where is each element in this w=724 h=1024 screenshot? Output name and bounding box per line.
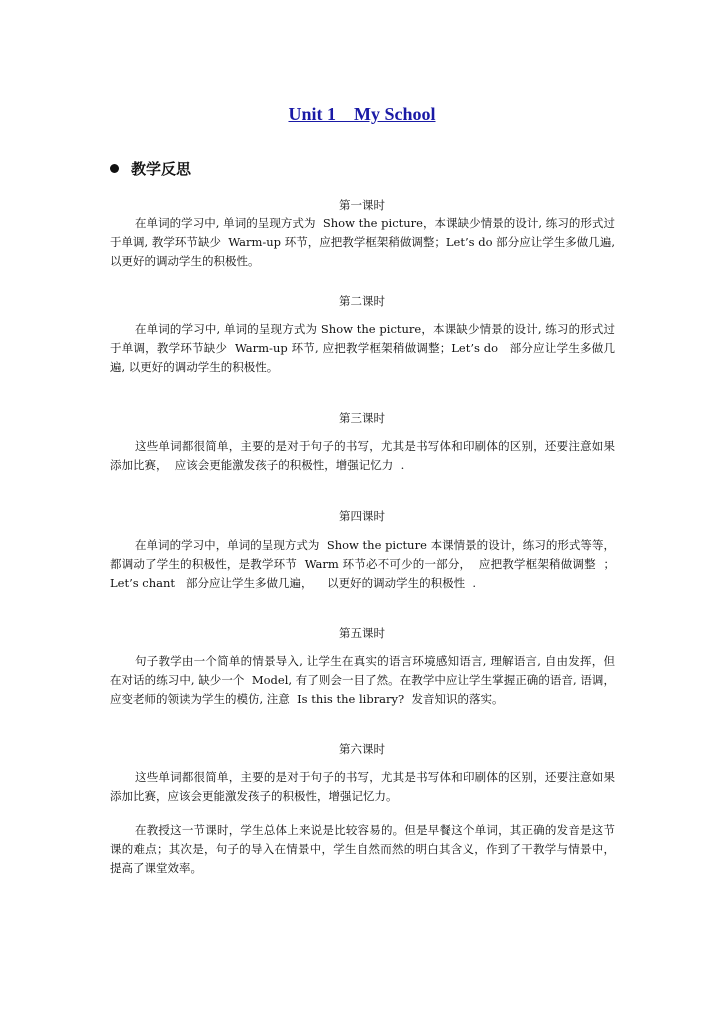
lesson-5-paragraph: 句子教学由一个简单的情景导入, 让学生在真实的语言环境感知语言, 理解语言, 自由发挥，但在对话的练习中, 缺少一个 Model, 有了则会一目了然。在教学中应让学生掌握正确的语音, 语调，应变老师的领读为学生的模仿, 注意 Is this the library? 发音知识的落实。	[110, 654, 615, 706]
lesson-1-paragraph: 在单词的学习中, 单词的呈现方式为 Show the picture，本课缺少情景的设计, 练习的形式过于单调, 教学环节缺少 Warm-up 环节，应把教学框架稍做调整；Let’s do 部分应让学生多做几遍, 以更好的调动学生的积极性。	[110, 216, 619, 268]
lesson-6-paragraph-2: 在教授这一节课时，学生总体上来说是比较容易的。但是早餐这个单词，其正确的发音是这节课的难点；其次是，句子的导入在情景中，学生自然而然的明白其含义，作到了干教学与情景中，提高了课堂效率。	[110, 823, 615, 875]
lesson-5-heading: 第五课时	[339, 626, 385, 640]
lesson-6-heading: 第六课时	[339, 742, 385, 756]
lesson-4-heading: 第四课时	[339, 509, 385, 523]
lesson-3-heading: 第三课时	[339, 411, 385, 425]
lesson-3-paragraph: 这些单词都很简单，主要的是对于句子的书写，尤其是书写体和印刷体的区别，还要注意如果添加比赛， 应该会更能激发孩子的积极性，增强记忆力 .	[110, 439, 615, 472]
section-heading-text: 教学反思	[131, 160, 192, 178]
lesson-1-heading: 第一课时	[339, 198, 385, 212]
lesson-2-heading: 第二课时	[339, 294, 385, 308]
document-title: Unit 1 My School	[288, 104, 436, 124]
bullet-icon	[110, 164, 119, 173]
lesson-4-paragraph: 在单词的学习中，单词的呈现方式为 Show the picture 本课情景的设计，练习的形式等等，都调动了学生的积极性，是教学环节 Warm 环节必不可少的一部分， 应把教学框架稍做调整 ；Let’s chant 部分应让学生多做几遍， 以更好的调动学生的积极性 .	[110, 538, 615, 590]
lesson-2-paragraph: 在单词的学习中, 单词的呈现方式为 Show the picture，本课缺少情景的设计, 练习的形式过于单调，教学环节缺少 Warm-up 环节, 应把教学框架稍做调整；Let’s do 部分应让学生多做几遍, 以更好的调动学生的积极性。	[110, 322, 615, 374]
section-heading	[110, 158, 191, 179]
lesson-6-paragraph-1: 这些单词都很简单，主要的是对于句子的书写，尤其是书写体和印刷体的区别，还要注意如果添加比赛，应该会更能激发孩子的积极性，增强记忆力。	[110, 770, 615, 803]
